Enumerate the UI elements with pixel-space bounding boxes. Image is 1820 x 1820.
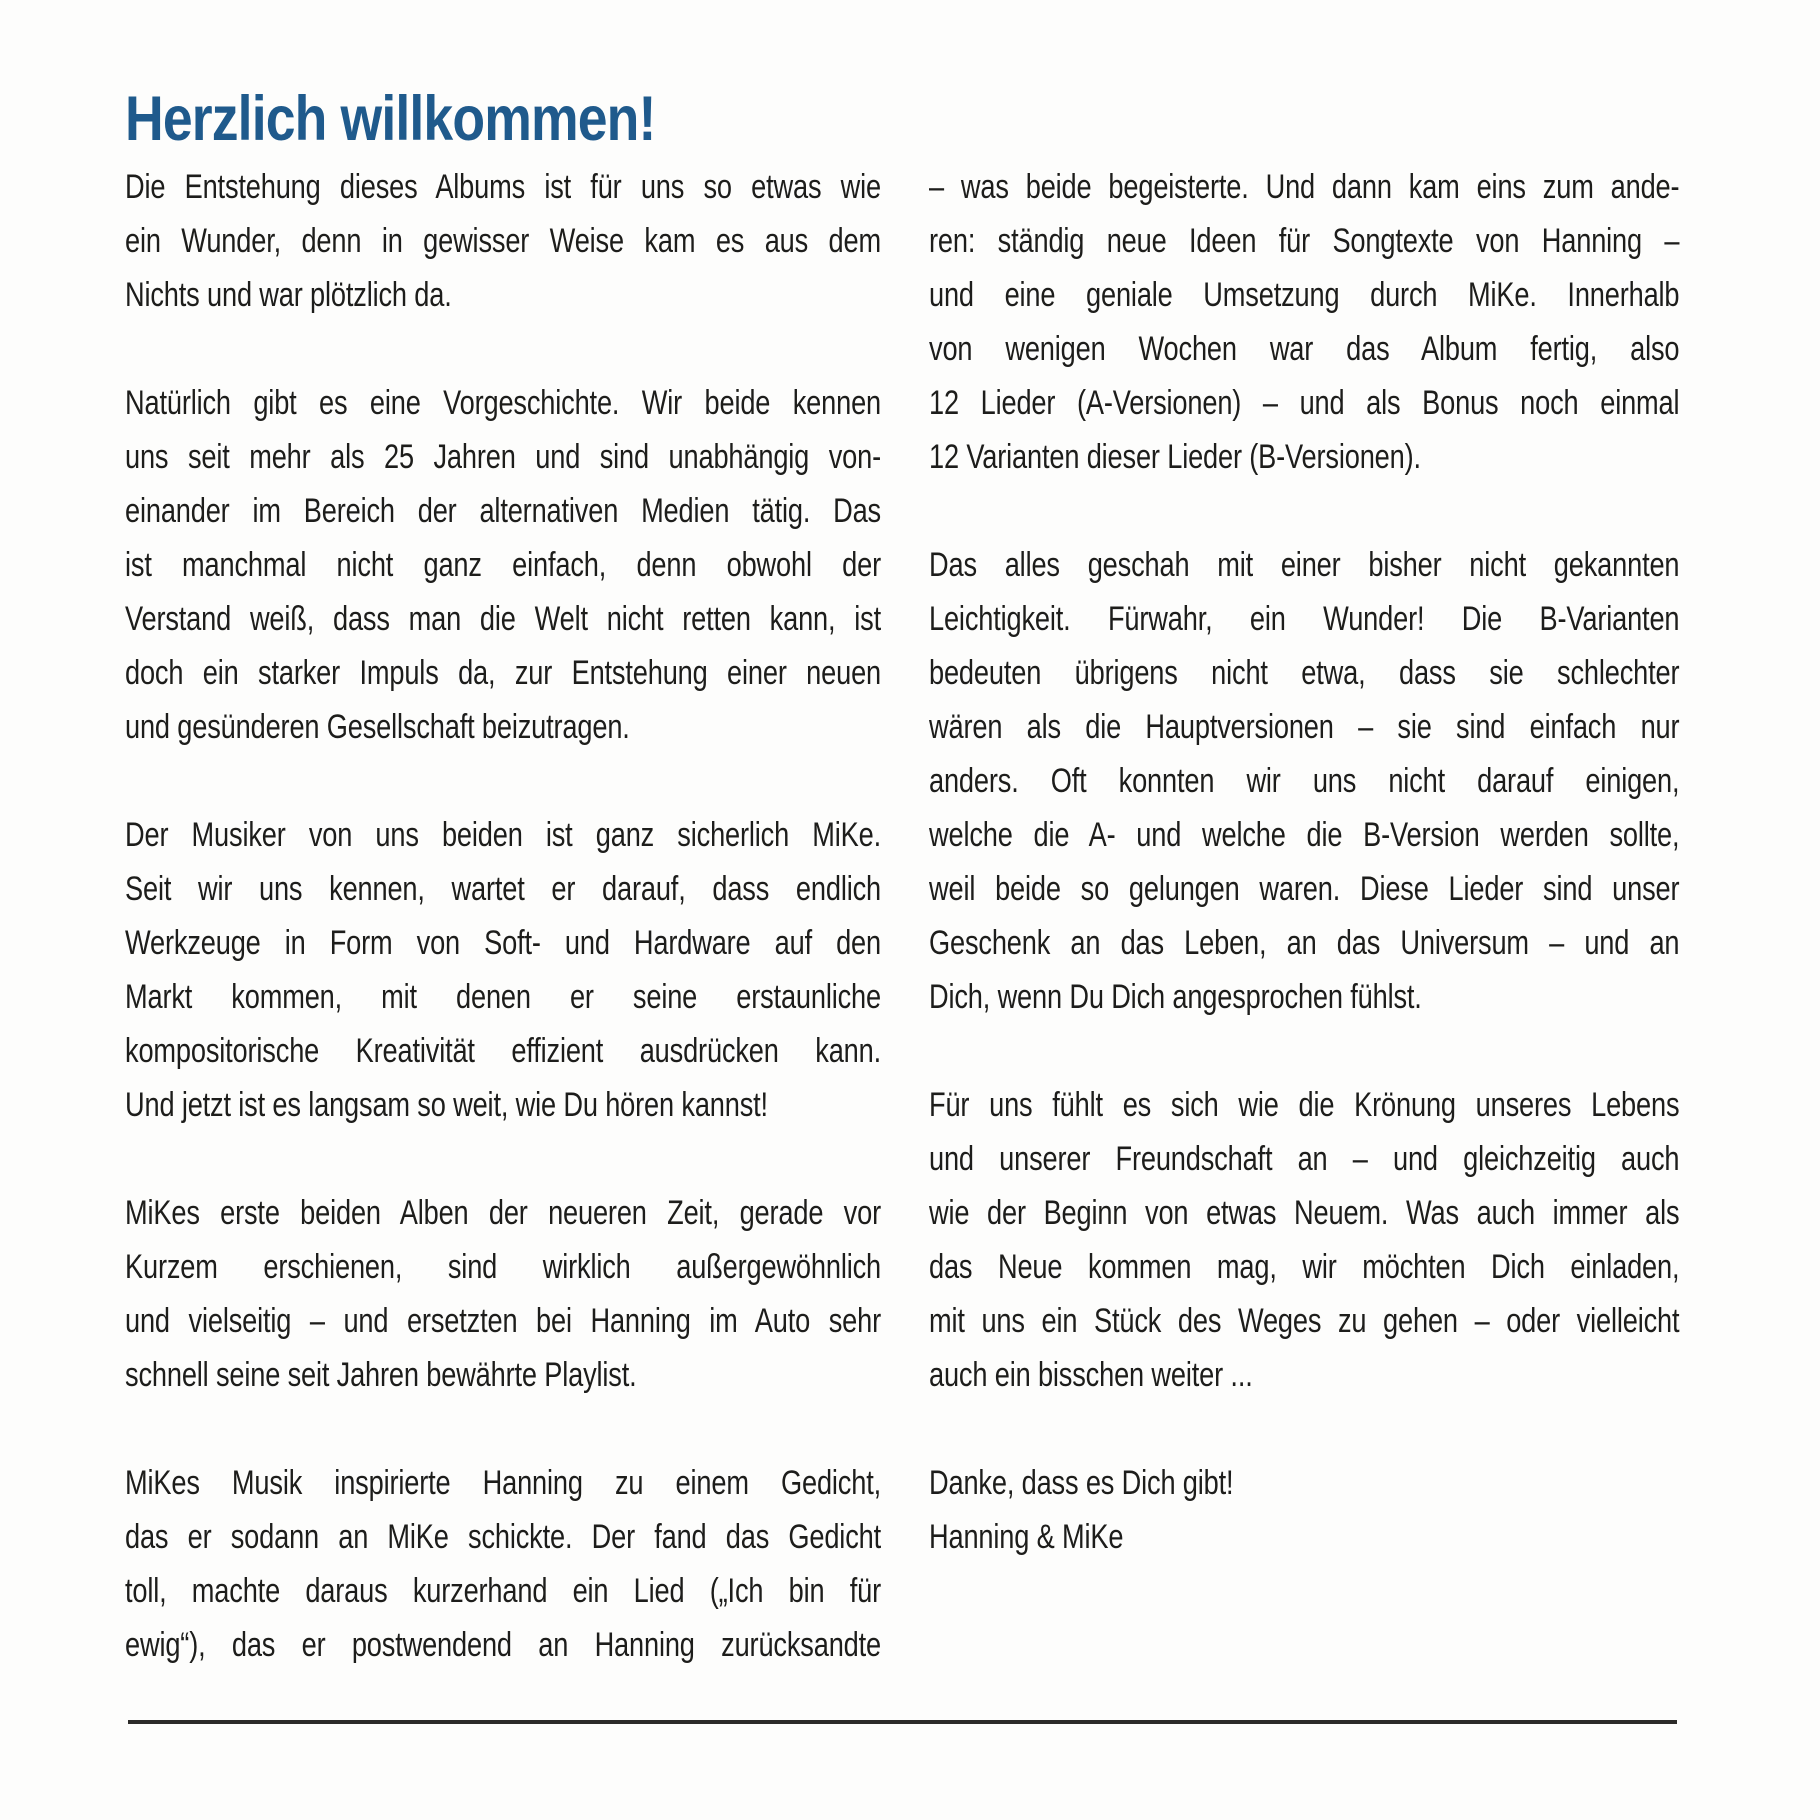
text-line: ist manchmal nicht ganz einfach, denn obwohl der: [125, 546, 881, 584]
text-line: – was beide begeisterte. Und dann kam eins zum ande-: [929, 168, 1680, 206]
left-column: [125, 160, 881, 1672]
text-line: uns seit mehr als 25 Jahren und sind unabhängig von-: [125, 438, 881, 476]
text-line: auch ein bisschen weiter ...: [929, 1356, 1253, 1394]
text-line: toll, machte daraus kurzerhand ein Lied („Ich bin für: [125, 1572, 881, 1610]
text-line: und vielseitig – und ersetzten bei Hanning im Auto sehr: [125, 1302, 881, 1340]
title-wrap: [125, 86, 1446, 152]
text-line: Geschenk an das Leben, an das Universum – und an: [929, 924, 1680, 962]
text-line: 12 Varianten dieser Lieder (B-Versionen).: [929, 438, 1421, 476]
text-line: mit uns ein Stück des Weges zu gehen – oder vielleicht: [929, 1302, 1680, 1340]
text-line: Die Entstehung dieses Albums ist für uns so etwas wie: [125, 168, 881, 206]
paragraph: [929, 1456, 1679, 1564]
text-line: bedeuten übrigens nicht etwa, dass sie schlechter: [929, 654, 1680, 692]
text-line: und eine geniale Umsetzung durch MiKe. Innerhalb: [929, 276, 1680, 314]
text-line: anders. Oft konnten wir uns nicht darauf einigen,: [929, 762, 1680, 800]
text-line: das er sodann an MiKe schickte. Der fand das Gedicht: [125, 1518, 881, 1556]
page-title: Herzlich willkommen!: [125, 84, 656, 154]
text-line: Dich, wenn Du Dich angesprochen fühlst.: [929, 978, 1422, 1016]
paragraph: [929, 538, 1679, 1024]
text-line: Seit wir uns kennen, wartet er darauf, dass endlich: [125, 870, 881, 908]
text-line: Das alles geschah mit einer bisher nicht gekannten: [929, 546, 1680, 584]
text-line: welche die A- und welche die B-Version werden sollte,: [929, 816, 1680, 854]
text-line: weil beide so gelungen waren. Diese Lieder sind unser: [929, 870, 1680, 908]
text-line: Nichts und war plötzlich da.: [125, 276, 452, 314]
text-line: MiKes Musik inspirierte Hanning zu einem Gedicht,: [125, 1464, 881, 1502]
page-content: [125, 86, 1679, 1672]
text-line: das Neue kommen mag, wir möchten Dich einladen,: [929, 1248, 1680, 1286]
text-line: Natürlich gibt es eine Vorgeschichte. Wir beide kennen: [125, 384, 881, 422]
paragraph: [125, 808, 881, 1132]
text-line: und unserer Freundschaft an – und gleichzeitig auch: [929, 1140, 1680, 1178]
paragraph: [929, 160, 1679, 484]
text-line: ren: ständig neue Ideen für Songtexte von Hanning –: [929, 222, 1680, 260]
text-line: und gesünderen Gesellschaft beizutragen.: [125, 708, 630, 746]
text-line: Leichtigkeit. Fürwahr, ein Wunder! Die B-Varianten: [929, 600, 1680, 638]
text-line: Markt kommen, mit denen er seine erstaunliche: [125, 978, 881, 1016]
text-line: schnell seine seit Jahren bewährte Playlist.: [125, 1356, 637, 1394]
text-line: Und jetzt ist es langsam so weit, wie Du hören kannst!: [125, 1086, 768, 1124]
text-line: einander im Bereich der alternativen Medien tätig. Das: [125, 492, 881, 530]
text-line: Kurzem erschienen, sind wirklich außergewöhnlich: [125, 1248, 881, 1286]
paragraph: [125, 160, 881, 322]
text-line: wären als die Hauptversionen – sie sind einfach nur: [929, 708, 1680, 746]
paragraph: [125, 1456, 881, 1672]
text-columns: [125, 160, 1679, 1672]
text-line: ewig“), das er postwendend an Hanning zurücksandte: [125, 1626, 881, 1664]
text-line: Danke, dass es Dich gibt!: [929, 1464, 1234, 1502]
text-line: wie der Beginn von etwas Neuem. Was auch immer als: [929, 1194, 1680, 1232]
text-line: Werkzeuge in Form von Soft- und Hardware auf den: [125, 924, 881, 962]
text-line: doch ein starker Impuls da, zur Entstehung einer neuen: [125, 654, 881, 692]
text-line: Hanning & MiKe: [929, 1518, 1124, 1556]
bottom-rule: [128, 1720, 1677, 1724]
paragraph: [125, 1186, 881, 1402]
text-line: von wenigen Wochen war das Album fertig, also: [929, 330, 1680, 368]
right-column: [929, 160, 1679, 1564]
text-line: MiKes erste beiden Alben der neueren Zeit, gerade vor: [125, 1194, 881, 1232]
paragraph: [125, 376, 881, 754]
right-column-wrap: [929, 160, 1679, 1672]
text-line: Verstand weiß, dass man die Welt nicht retten kann, ist: [125, 600, 881, 638]
text-line: Für uns fühlt es sich wie die Krönung unseres Lebens: [929, 1086, 1680, 1124]
text-line: ein Wunder, denn in gewisser Weise kam es aus dem: [125, 222, 881, 260]
text-line: 12 Lieder (A-Versionen) – und als Bonus noch einmal: [929, 384, 1680, 422]
paragraph: [929, 1078, 1679, 1402]
text-line: Der Musiker von uns beiden ist ganz sicherlich MiKe.: [125, 816, 881, 854]
left-column-wrap: [125, 160, 881, 1672]
text-line: kompositorische Kreativität effizient ausdrücken kann.: [125, 1032, 881, 1070]
